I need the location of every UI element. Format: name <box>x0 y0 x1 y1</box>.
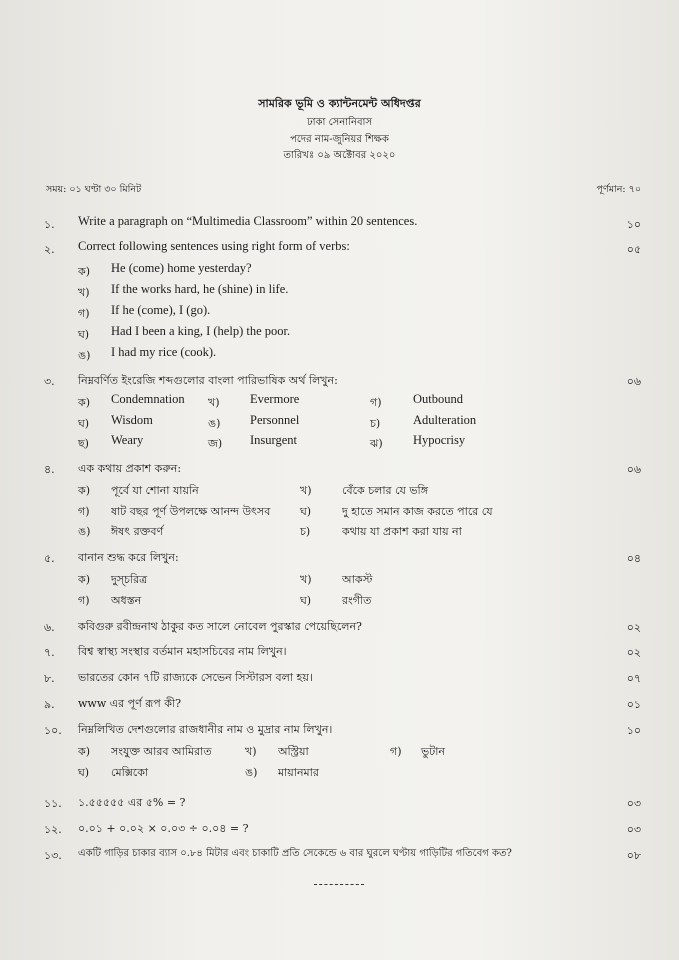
option-label: চ) <box>370 417 381 430</box>
option-text: Personnel <box>250 413 300 427</box>
question-mark: ০৩ <box>626 823 641 836</box>
question-mark: ০৩ <box>626 797 641 810</box>
post-name: পদের নাম-জুনিয়র শিক্ষক <box>290 134 389 145</box>
option-label: ঘ) <box>300 505 312 518</box>
question-text: www এর পূর্ণ রূপ কী? <box>78 697 181 710</box>
option-label: খ) <box>300 484 312 497</box>
question-number: ৪. <box>44 463 55 476</box>
option-label: ক) <box>78 396 90 409</box>
question-text: ১.৫৫৫৫৫ এর ৫% = ? <box>78 796 186 809</box>
option-text: Condemnation <box>111 392 185 406</box>
question-mark: ০৬ <box>626 463 641 476</box>
question-mark: ০১ <box>626 698 641 711</box>
option-label: ঙ) <box>78 525 91 538</box>
question-text: কবিগুরু রবীন্দ্রনাথ ঠাকুর কত সালে নোবেল পুরস্কার পেয়েছিলেন? <box>78 620 362 633</box>
option-text: I had my rice (cook). <box>111 345 217 359</box>
question-mark: ০৮ <box>626 849 641 862</box>
full-marks: পূর্ণমান: ৭০ <box>596 184 641 195</box>
question-text: বানান শুদ্ধ করে লিখুন: <box>78 551 179 564</box>
option-label: ঙ) <box>78 349 91 362</box>
option-label: ছ) <box>78 437 89 450</box>
option-label: ঙ) <box>208 417 221 430</box>
option-text: If he (come), I (go). <box>111 303 211 317</box>
option-label: খ) <box>245 745 257 758</box>
option-text: সংযুক্ত আরব আমিরাত <box>111 745 212 758</box>
option-text: Weary <box>111 433 144 447</box>
question-number: ২. <box>44 243 55 256</box>
option-text: If the works hard, he (shine) in life. <box>111 282 289 296</box>
option-label: খ) <box>78 286 90 299</box>
option-text: Had I been a king, I (help) the poor. <box>111 324 291 338</box>
question-number: ১০. <box>44 724 62 737</box>
question-number: ৯. <box>44 698 55 711</box>
option-text: He (come) home yesterday? <box>111 261 252 275</box>
organization-title: সামরিক ভূমি ও ক্যান্টনমেন্ট অধিদপ্তর <box>258 97 421 110</box>
question-mark: ০২ <box>626 646 641 659</box>
exam-time: সময়: ০১ ঘণ্টা ৩০ মিনিট <box>46 184 142 195</box>
question-number: ১১. <box>44 797 62 810</box>
option-text: ভুটান <box>421 745 445 758</box>
option-label: ক) <box>78 265 90 278</box>
question-text: ভারতের কোন ৭টি রাজ্যকে সেভেন সিস্টারস বলা হয়। <box>78 671 313 684</box>
question-text: Write a paragraph on “Multimedia Classroom” within 20 sentences. <box>78 214 418 228</box>
option-label: জ) <box>208 437 223 450</box>
question-text: একটি গাড়ির চাকার ব্যাস ০.৮৪ মিটার এবং চাকাটি প্রতি সেকেন্ডে ৬ বার ঘুরলে ঘণ্টায় গাড়িটির গতিবেগ কত? <box>78 848 512 859</box>
option-text: Outbound <box>413 392 463 406</box>
question-mark: ০৭ <box>626 672 641 685</box>
end-divider <box>314 884 364 885</box>
option-text: Hypocrisy <box>413 433 466 447</box>
option-label: গ) <box>78 594 90 607</box>
option-label: গ) <box>78 505 90 518</box>
option-label: গ) <box>78 307 90 320</box>
option-label: ক) <box>78 573 90 586</box>
question-mark: ০৫ <box>626 243 641 256</box>
option-text: ঈষৎ রক্তবর্ণ <box>111 525 164 538</box>
exam-date: তারিখঃ ০৯ অক্টোবর ২০২০ <box>283 150 396 161</box>
question-number: ১২. <box>44 823 62 836</box>
question-text: বিশ্ব স্বাস্থ্য সংস্থার বর্তমান মহাসচিবের নাম লিখুন। <box>78 645 287 658</box>
option-text: দু হাতে সমান কাজ করতে পারে যে <box>342 505 493 518</box>
question-mark: ১০ <box>626 218 641 231</box>
option-label: ঘ) <box>78 417 90 430</box>
option-text: অস্ট্রিয়া <box>278 745 309 758</box>
question-number: ৮. <box>44 672 55 685</box>
option-text: Wisdom <box>111 413 153 427</box>
option-text: মায়ানমার <box>278 766 319 779</box>
option-text: দুস্চরিত্র <box>111 573 148 586</box>
option-label: খ) <box>208 396 220 409</box>
question-mark: ০৬ <box>626 375 641 388</box>
option-text: রংগীত <box>342 594 372 607</box>
option-label: গ) <box>390 745 402 758</box>
option-label: ঘ) <box>300 594 312 607</box>
option-text: Adulteration <box>413 413 477 427</box>
question-number: ৭. <box>44 646 55 659</box>
question-mark: ০২ <box>626 621 641 634</box>
option-text: Insurgent <box>250 433 297 447</box>
option-text: মেক্সিকো <box>111 766 149 779</box>
question-number: ৬. <box>44 621 55 634</box>
option-label: ক) <box>78 745 90 758</box>
option-label: ঙ) <box>245 766 258 779</box>
option-text: কথায় যা প্রকাশ করা যায় না <box>342 525 462 538</box>
question-text: নিম্নবর্ণিত ইংরেজি শব্দগুলোর বাংলা পারিভাষিক অর্থ লিখুন: <box>78 374 338 387</box>
question-text: এক কথায় প্রকাশ করুন: <box>78 462 182 475</box>
question-number: ১৩. <box>44 849 62 862</box>
option-label: চ) <box>300 525 311 538</box>
question-number: ৩. <box>44 375 55 388</box>
question-text: নিম্নলিখিত দেশগুলোর রাজধানীর নাম ও মুদ্রার নাম লিখুন। <box>78 723 333 736</box>
option-text: অধস্তন <box>111 594 142 607</box>
option-label: গ) <box>370 396 382 409</box>
option-text: বেঁকে চলার যে ভঙ্গি <box>342 484 429 497</box>
question-number: ৫. <box>44 552 55 565</box>
option-label: ঘ) <box>78 766 90 779</box>
office-name: ঢাকা সেনানিবাস <box>306 117 373 128</box>
option-text: পূর্বে যা শোনা যায়নি <box>111 484 199 497</box>
option-label: ক) <box>78 484 90 497</box>
option-label: ঘ) <box>78 328 90 341</box>
question-text: ০.০১ + ০.০২ × ০.০৩ ÷ ০.০৪ = ? <box>78 822 249 835</box>
question-mark: ০৪ <box>626 552 641 565</box>
question-number: ১. <box>44 218 55 231</box>
option-text: Evermore <box>250 392 300 406</box>
option-text: ষাট বছর পূর্ণ উপলক্ষে আনন্দ উৎসব <box>111 505 271 518</box>
option-label: খ) <box>300 573 312 586</box>
question-mark: ১০ <box>626 724 641 737</box>
option-label: ঝ) <box>370 437 383 450</box>
question-text: Correct following sentences using right form of verbs: <box>78 239 350 253</box>
option-text: আকস্ট <box>342 573 373 586</box>
